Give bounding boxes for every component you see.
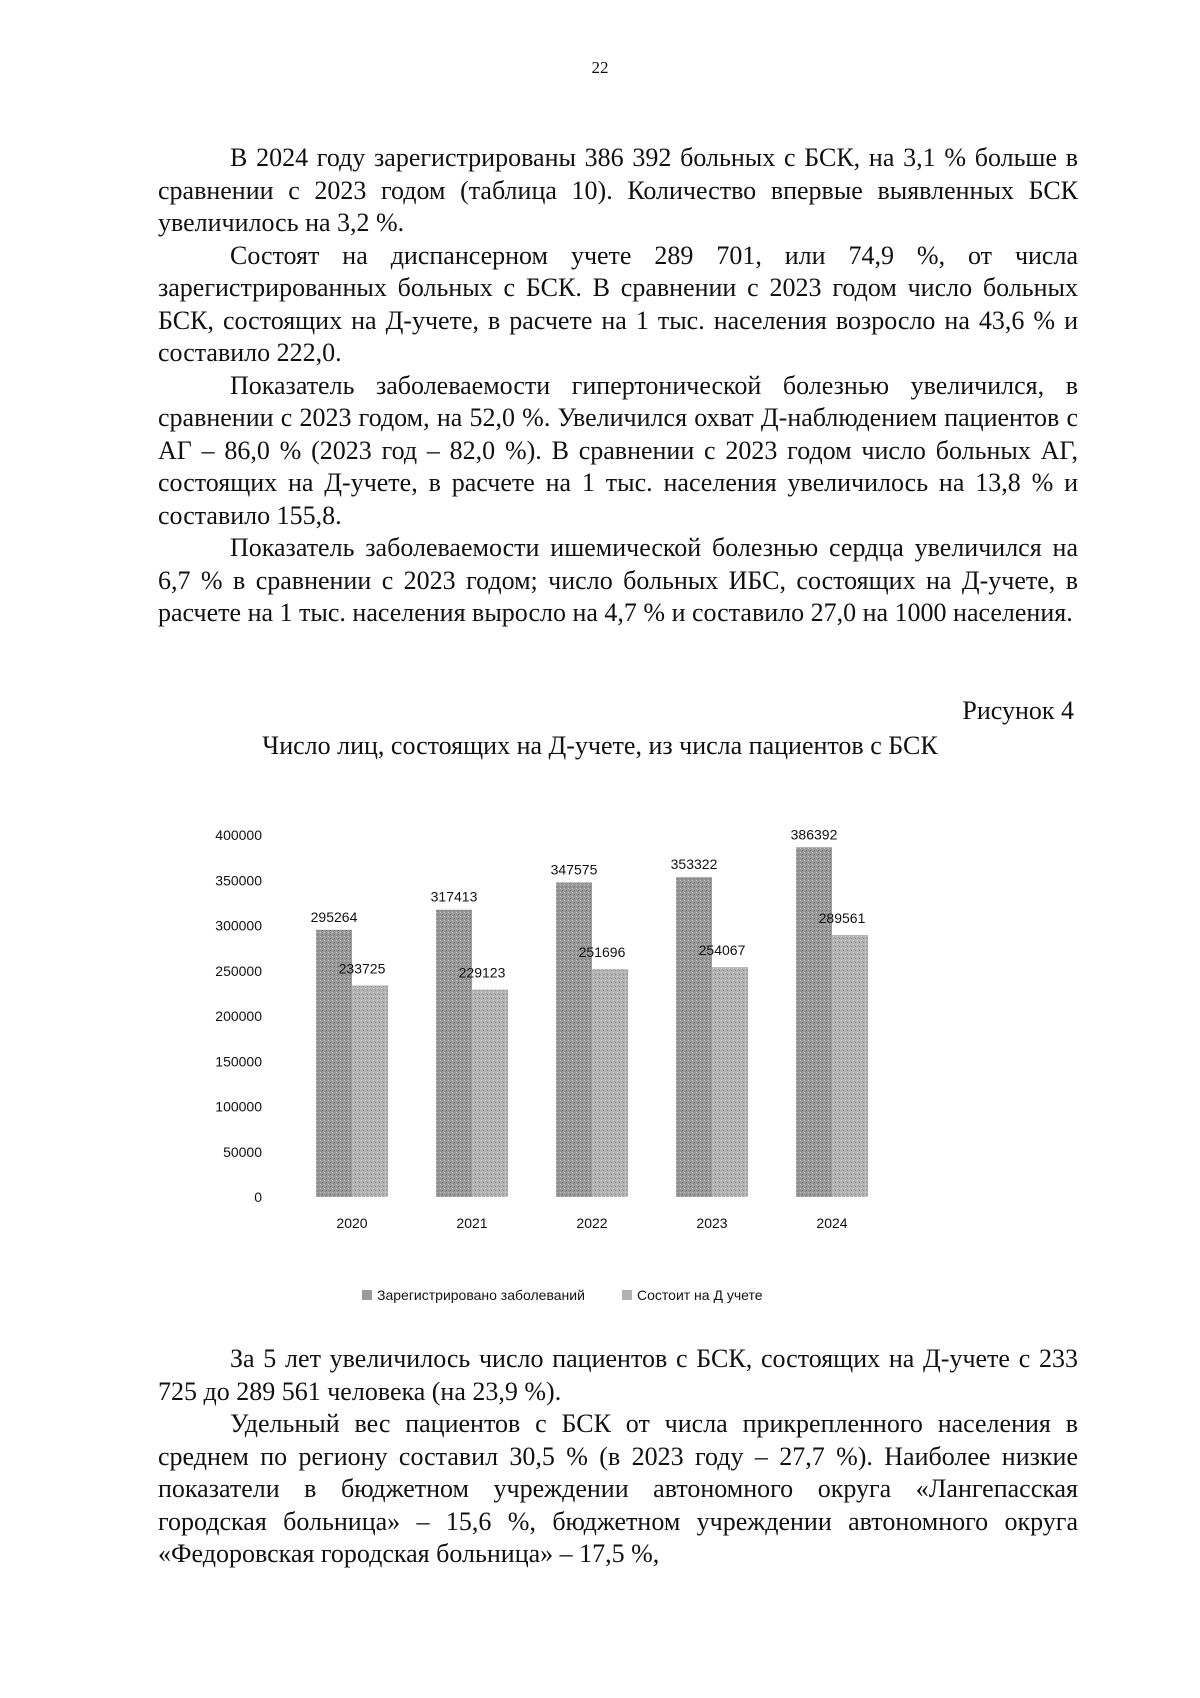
paragraph: Показатель заболеваемости ишемической болезнью сердца увеличился на 6,7 % в сравнении с 2023 годом; число больных ИБС, состоящих на Д-учете, в расчете на 1 тыс. населения выросло на 4,7 % и составило 27,0 на 1000 населения. (158, 533, 1078, 627)
paragraph: В 2024 году зарегистрированы 386 392 больных с БСК, на 3,1 % больше в сравнении с 2023 годом (таблица 10). Количество впервые выявленных БСК увеличилось на 3,2 %. (158, 143, 1078, 237)
paragraph: Показатель заболеваемости гипертонической болезнью увеличился, в сравнении с 2023 годом, на 52,0 %. Увеличился охват Д-наблюдением пациентов с АГ – 86,0 % (2023 год – 82,0 %). В сравнении с 2023 годом число больных АГ, состоящих на Д-учете, в расчете на 1 тыс. населения увеличилось на 13,8 % и составило 155,8. (158, 370, 1078, 530)
y-tick-label: 350000 (215, 872, 262, 889)
data-label: 386392 (790, 826, 838, 843)
y-tick-label: 100000 (215, 1098, 262, 1115)
bar-registered (556, 882, 592, 1197)
y-axis (215, 827, 262, 1205)
paragraph: Состоят на диспансерном учете 289 701, или 74,9 %, от числа зарегистрированных больных с БСК. В сравнении с 2023 годом число больных БСК, состоящих на Д-учете, в расчете на 1 тыс. населения возросло на 43,6 % и составило 222,0. (158, 240, 1078, 367)
y-tick-label: 200000 (215, 1008, 262, 1024)
y-tick-label: 400000 (215, 827, 262, 843)
bar-registered (796, 847, 832, 1197)
data-label: 289561 (818, 909, 866, 926)
legend-swatch (622, 1290, 632, 1300)
x-tick-label: 2020 (336, 1215, 368, 1230)
figure-label: Рисунок 4 (962, 696, 1074, 725)
data-label: 347575 (550, 861, 598, 878)
data-label: 295264 (310, 908, 358, 925)
y-tick-label: 250000 (215, 962, 262, 979)
x-tick-label: 2021 (456, 1215, 488, 1230)
bar-chart (210, 810, 930, 1230)
body-text-top (158, 142, 1078, 630)
paragraph: За 5 лет увеличилось число пациентов с БСК, состоящих на Д-учете с 233 725 до 289 561 человека (на 23,9 %). (158, 1344, 1078, 1406)
figure-caption: Число лиц, состоящих на Д-учете, из числа пациентов с БСК (262, 731, 938, 760)
data-label: 229123 (458, 964, 506, 981)
y-tick-label: 50000 (223, 1143, 262, 1160)
bar-dispensary (352, 985, 388, 1197)
data-label: 317413 (430, 888, 478, 905)
y-tick-label: 0 (254, 1189, 262, 1205)
bar-dispensary (472, 990, 508, 1197)
legend-label: Зарегистрировано заболеваний (377, 1287, 585, 1303)
body-text-bottom (158, 1343, 1078, 1571)
data-label: 254067 (698, 942, 746, 959)
bars (316, 847, 868, 1197)
bar-dispensary (832, 935, 868, 1197)
bar-dispensary (592, 969, 628, 1197)
data-label: 251696 (578, 944, 626, 961)
data-label: 233725 (338, 960, 386, 977)
paragraph: Удельный вес пациентов с БСК от числа прикрепленного населения в среднем по региону составил 30,5 % (в 2023 году – 27,7 %). Наиболее низкие показатели в бюджетном учреждении автономного округа «Лангепасская городская больница» – 15,6 %, бюджетном учреждении автономного округа «Федоровская городская больница» – 17,5 %, (158, 1409, 1078, 1568)
bar-registered (676, 877, 712, 1197)
page-number: 22 (591, 58, 609, 77)
x-tick-label: 2022 (576, 1215, 608, 1230)
x-tick-label: 2023 (696, 1215, 728, 1230)
bar-registered (436, 910, 472, 1197)
y-tick-label: 300000 (215, 917, 262, 934)
data-label: 353322 (670, 856, 718, 873)
bar-dispensary (712, 967, 748, 1197)
legend-swatch (362, 1290, 372, 1300)
x-tick-label: 2024 (816, 1215, 848, 1230)
chart-legend (360, 1284, 840, 1308)
x-axis (336, 1215, 847, 1230)
legend-label: Состоит на Д учете (637, 1287, 763, 1303)
y-tick-label: 150000 (215, 1053, 262, 1070)
